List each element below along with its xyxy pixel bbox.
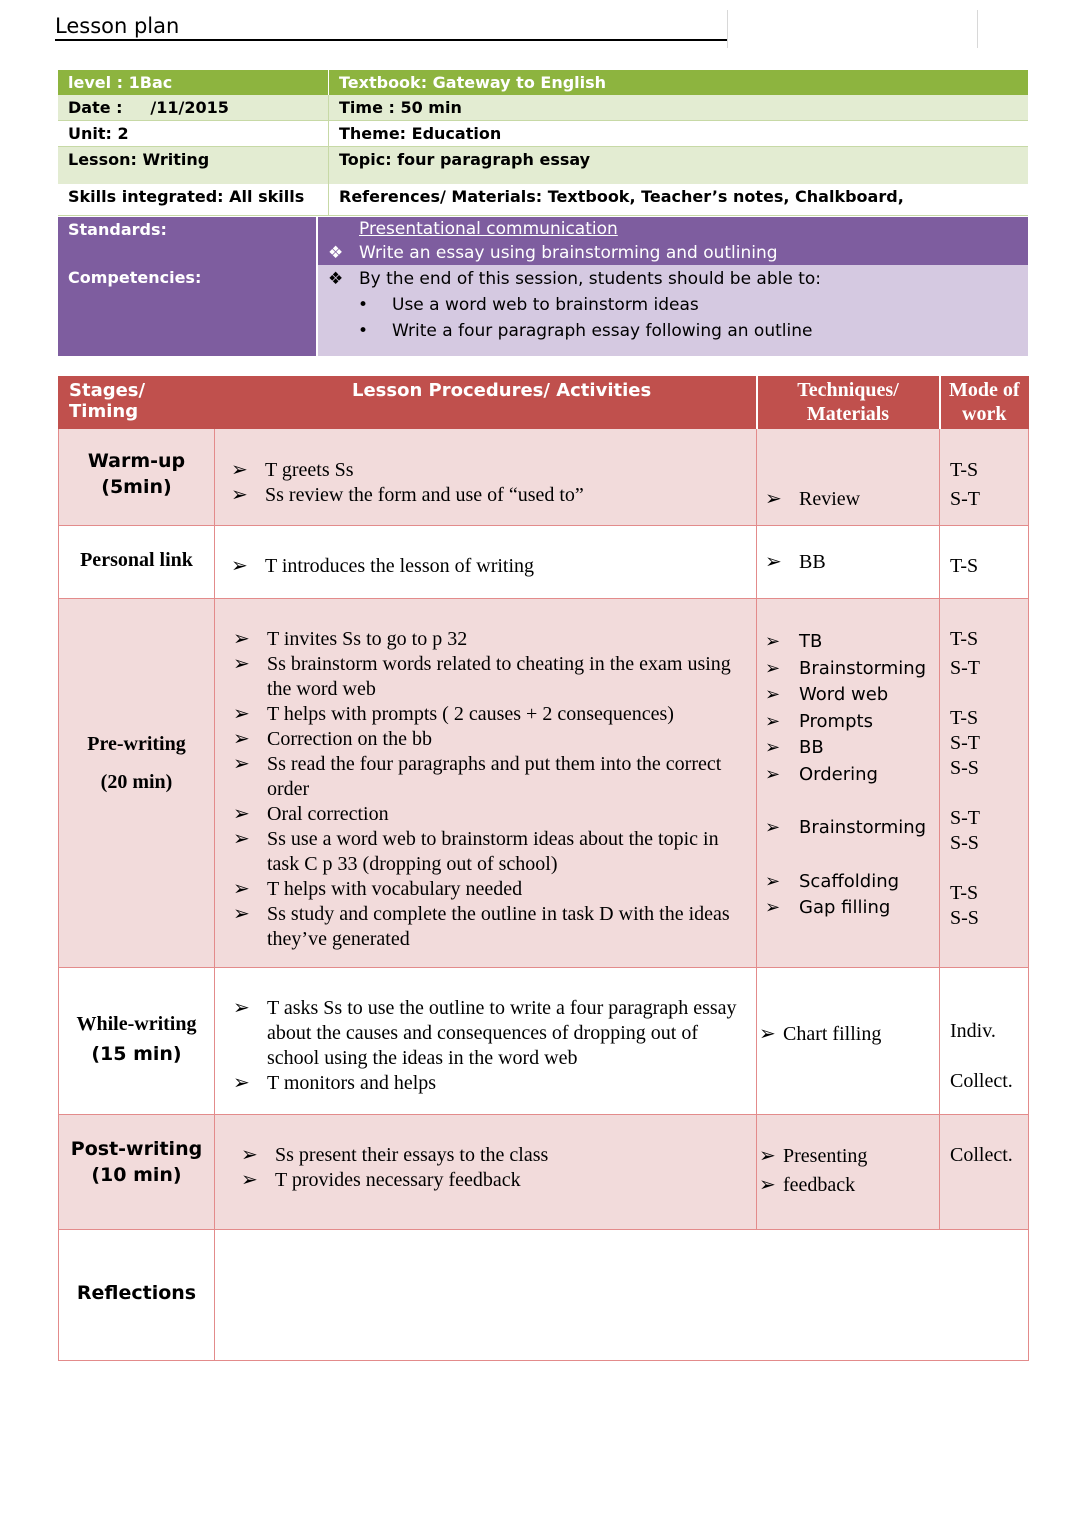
topic-cell: Topic: four paragraph essay xyxy=(339,150,591,169)
list-item: ➢ T asks Ss to use the outline to write a four paragraph essay about the causes and consequences of dropping out of school using the ideas in the word web xyxy=(233,997,737,1069)
procedures-cell xyxy=(215,1115,757,1230)
arrow-bullet-icon: ➢ xyxy=(233,628,250,650)
divider xyxy=(977,10,978,48)
list-item: ➢ Ss present their essays to the class xyxy=(241,1144,549,1166)
arrow-bullet-icon: ➢ xyxy=(765,684,781,705)
arrow-bullet-icon: ➢ xyxy=(233,803,250,825)
list-item: ➢ T monitors and helps xyxy=(233,1072,437,1094)
list-item: ➢ Correction on the bb xyxy=(233,728,432,750)
techniques-cell xyxy=(757,968,940,1115)
arrow-bullet-icon: ➢ xyxy=(759,1145,776,1167)
arrow-bullet-icon: ➢ xyxy=(765,737,781,758)
theme-cell: Theme: Education xyxy=(339,124,502,143)
list-item: ➢ Oral correction xyxy=(233,803,389,825)
arrow-bullet-icon: ➢ xyxy=(233,828,250,850)
arrow-bullet-icon: ➢ xyxy=(233,703,250,725)
table-row xyxy=(59,1230,1029,1361)
arrow-bullet-icon: ➢ xyxy=(241,1169,258,1191)
procedures-header: Lesson Procedures/ Activities xyxy=(215,377,757,429)
arrow-bullet-icon: ➢ xyxy=(233,878,250,900)
info-row xyxy=(58,95,1028,121)
lesson-cell: Lesson: Writing xyxy=(58,147,329,172)
list-item: ➢ T greets Ss xyxy=(231,459,354,481)
list-item: ➢ BB xyxy=(765,551,826,573)
info-row-spacer xyxy=(58,172,1028,184)
table-row xyxy=(59,526,1029,599)
list-item: ➢ TB xyxy=(765,629,939,656)
arrow-bullet-icon: ➢ xyxy=(233,653,250,675)
mode-cell: T-S xyxy=(940,526,1029,599)
arrow-bullet-icon: ➢ xyxy=(765,657,781,679)
arrow-bullet-icon: ➢ xyxy=(765,631,781,652)
competencies-intro: By the end of this session, students should be able to: xyxy=(359,269,822,289)
list-item: ➢ T provides necessary feedback xyxy=(241,1169,521,1191)
arrow-bullet-icon: ➢ xyxy=(233,997,250,1019)
info-row xyxy=(58,70,1028,95)
arrow-bullet-icon: ➢ xyxy=(233,753,250,775)
arrow-bullet-icon: ➢ xyxy=(765,551,782,573)
procedures-cell xyxy=(215,968,757,1115)
techniques-cell xyxy=(757,599,940,968)
competencies-row xyxy=(58,265,1028,356)
arrow-bullet-icon: ➢ xyxy=(231,555,248,577)
standards-table xyxy=(58,217,1028,356)
diamond-bullet-icon: ❖ xyxy=(328,269,344,289)
arrow-bullet-icon: ➢ xyxy=(765,870,781,892)
level-cell: level : 1Bac xyxy=(58,70,329,95)
list-item: ➢ Ss read the four paragraphs and put them into the correct order xyxy=(233,753,722,800)
list-item: ➢ Ss study and complete the outline in task D with the ideas they’ve generated xyxy=(233,903,730,950)
list-item: ➢ BB xyxy=(765,735,939,762)
techniques-cell xyxy=(757,429,940,526)
page-title: Lesson plan xyxy=(55,14,180,38)
standards-label: Standards: xyxy=(58,217,318,265)
procedures-cell xyxy=(215,429,757,526)
list-item: ➢ Chart filling xyxy=(759,1023,882,1045)
mode-header: Mode of work xyxy=(940,377,1029,429)
list-item: ➢ Ss use a word web to brainstorm ideas about the topic in task C p 33 (dropping out of school) xyxy=(233,828,719,875)
list-item: ➢ Review xyxy=(765,488,861,510)
info-row xyxy=(58,121,1028,147)
mode-cell: T-S S-T T-S S-T S-S S-T S-S T-S S-S xyxy=(940,599,1029,968)
list-item: ➢ Brainstorming xyxy=(765,815,939,842)
unit-cell: Unit: 2 xyxy=(58,121,329,146)
list-item: ➢ Prompts xyxy=(765,709,939,736)
list-item: ➢ Ss brainstorm words related to cheating in the exam using the word web xyxy=(233,653,731,700)
diamond-bullet-icon: ❖ xyxy=(328,243,344,263)
list-item: ➢ Brainstorming xyxy=(765,656,939,683)
table-row xyxy=(59,968,1029,1115)
standards-heading: Presentational communication xyxy=(359,219,618,239)
list-item: ➢ Gap filling xyxy=(765,895,939,922)
procedures-cell xyxy=(215,599,757,968)
divider xyxy=(727,10,728,48)
time-cell: Time : 50 min xyxy=(339,98,462,117)
stage-cell: Pre-writing (20 min) xyxy=(59,599,215,968)
date-cell: Date : /11/2015 xyxy=(58,95,329,120)
textbook-cell: Textbook: Gateway to English xyxy=(339,73,607,92)
table-row xyxy=(59,1115,1029,1230)
references-cell: References/ Materials: Textbook, Teacher’s notes, Chalkboard, xyxy=(339,187,904,206)
table-row xyxy=(59,429,1029,526)
arrow-bullet-icon: ➢ xyxy=(759,1023,776,1045)
arrow-bullet-icon: ➢ xyxy=(231,484,248,506)
objective-item: Write a four paragraph essay following an outline xyxy=(392,321,813,341)
arrow-bullet-icon: ➢ xyxy=(765,763,781,785)
stage-cell: Reflections xyxy=(59,1230,215,1361)
stage-cell: Warm-up (5min) xyxy=(59,429,215,526)
techniques-header: Techniques/ Materials xyxy=(757,377,940,429)
list-item: ➢ feedback xyxy=(759,1171,939,1200)
arrow-bullet-icon: ➢ xyxy=(233,728,250,750)
standards-row xyxy=(58,217,1028,265)
reflections-cell xyxy=(215,1230,1029,1361)
list-item: ➢ Presenting xyxy=(759,1142,939,1171)
arrow-bullet-icon: ➢ xyxy=(759,1174,776,1196)
standards-item: Write an essay using brainstorming and outlining xyxy=(359,243,778,263)
procedures-table xyxy=(58,376,1029,1361)
arrow-bullet-icon: ➢ xyxy=(765,488,782,510)
list-item: ➢ Ss review the form and use of “used to” xyxy=(231,484,584,506)
bullet-icon: • xyxy=(358,295,369,315)
arrow-bullet-icon: ➢ xyxy=(233,1072,250,1094)
objective-item: Use a word web to brainstorm ideas xyxy=(392,295,699,315)
list-item: ➢ T introduces the lesson of writing xyxy=(231,555,535,577)
title-underline xyxy=(55,39,728,41)
info-row xyxy=(58,184,1028,216)
competencies-label: Competencies: xyxy=(58,265,318,356)
list-item: ➢ T helps with vocabulary needed xyxy=(233,878,523,900)
mode-cell: Collect. xyxy=(940,1115,1029,1230)
list-item: ➢ Scaffolding xyxy=(765,869,939,896)
arrow-bullet-icon: ➢ xyxy=(765,710,781,732)
table-header-row xyxy=(59,377,1029,429)
procedures-cell xyxy=(215,526,757,599)
techniques-cell xyxy=(757,526,940,599)
info-row xyxy=(58,147,1028,172)
mode-cell: T-S S-T xyxy=(940,429,1029,526)
arrow-bullet-icon: ➢ xyxy=(765,897,781,918)
mode-cell: Indiv. Collect. xyxy=(940,968,1029,1115)
stages-header: Stages/ Timing xyxy=(59,377,215,429)
list-item: ➢ Ordering xyxy=(765,762,939,789)
table-row xyxy=(59,599,1029,968)
arrow-bullet-icon: ➢ xyxy=(765,817,781,838)
arrow-bullet-icon: ➢ xyxy=(231,459,248,481)
list-item: ➢ Word web xyxy=(765,682,939,709)
stage-cell: Personal link xyxy=(59,526,215,599)
techniques-cell xyxy=(757,1115,940,1230)
list-item: ➢ T helps with prompts ( 2 causes + 2 consequences) xyxy=(233,703,674,725)
arrow-bullet-icon: ➢ xyxy=(241,1144,258,1166)
skills-cell: Skills integrated: All skills xyxy=(58,184,329,215)
list-item: ➢ T invites Ss to go to p 32 xyxy=(233,628,468,650)
bullet-icon: • xyxy=(358,321,369,341)
stage-cell: While-writing (15 min) xyxy=(59,968,215,1115)
info-table xyxy=(58,70,1028,216)
arrow-bullet-icon: ➢ xyxy=(233,903,250,925)
stage-cell: Post-writing (10 min) xyxy=(59,1115,215,1230)
